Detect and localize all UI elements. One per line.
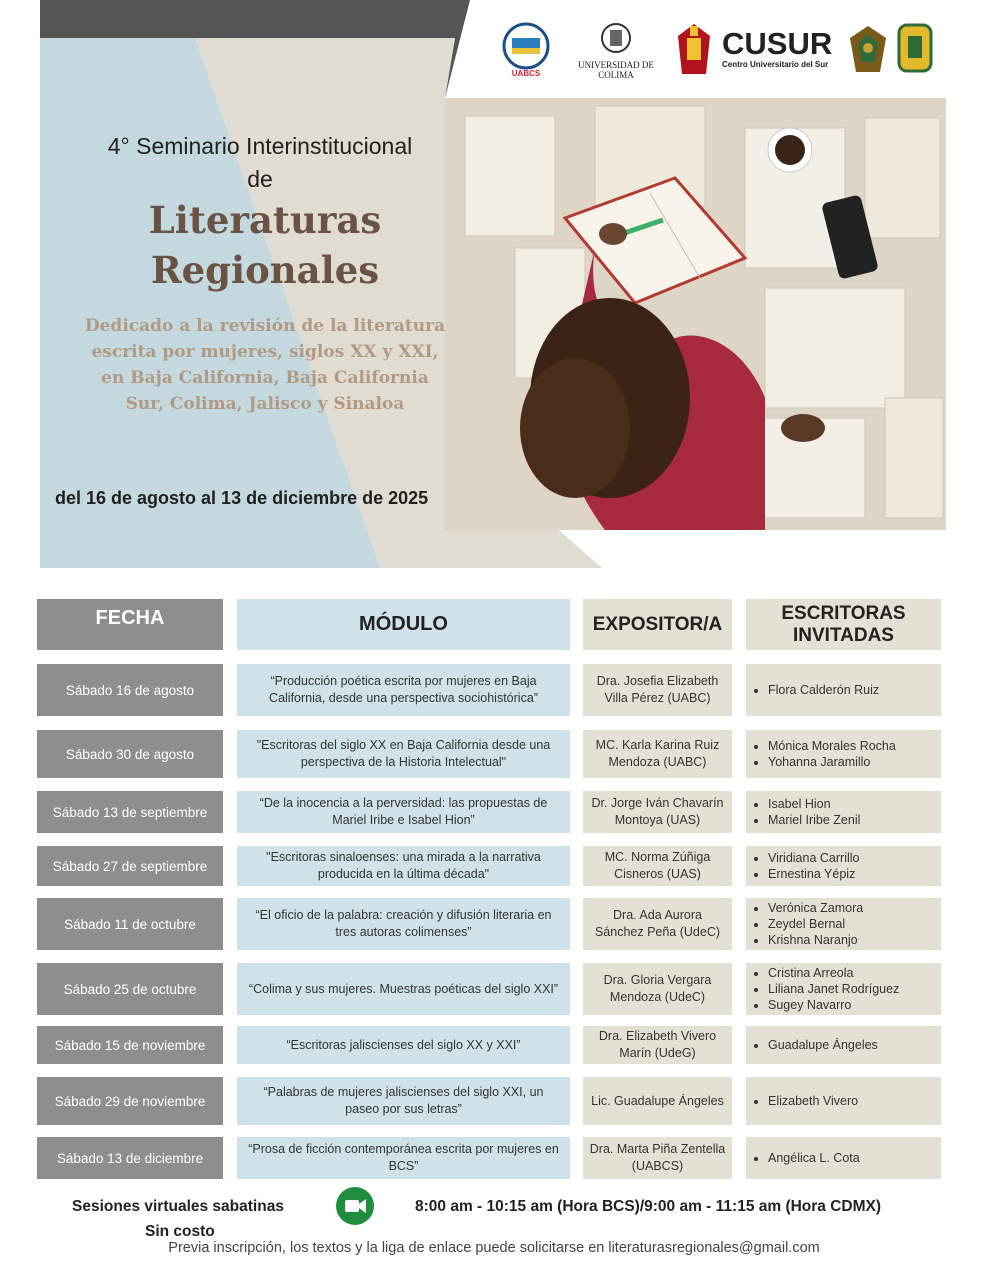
table-row-date: Sábado 27 de septiembre <box>37 846 223 886</box>
table-row-module: “Escritoras jaliscienses del siglo XX y XXI” <box>237 1026 570 1064</box>
table-row-module: “Prosa de ficción contemporánea escrita por mujeres en BCS” <box>237 1137 570 1179</box>
institution-logos <box>500 22 950 84</box>
table-row-speaker: Dr. Jorge Iván Chavarín Montoya (UAS) <box>583 791 732 833</box>
writer-item: • Yohanna Jaramillo <box>768 754 896 770</box>
table-row-date: Sábado 15 de noviembre <box>37 1026 223 1064</box>
writer-item: • Isabel Hion <box>768 796 860 812</box>
cusur-logo-subtext: Centro Universitario del Sur <box>722 60 829 69</box>
main-title-line2: Regionales <box>150 248 380 292</box>
table-row-writers <box>746 664 941 716</box>
table-row-date: Sábado 25 de octubre <box>37 963 223 1015</box>
subtitle-line: escrita por mujeres, siglos XX y XXI, <box>91 342 439 362</box>
table-row-writers <box>746 791 941 833</box>
cusur-logo <box>722 28 840 69</box>
table-row-writers <box>746 963 941 1015</box>
table-row-module: "Escritoras sinaloenses: una mirada a la narrativa producida en la última década" <box>237 846 570 886</box>
table-row-speaker: Dra. Marta Piña Zentella (UABCS) <box>583 1137 732 1179</box>
column-header-expositor: EXPOSITOR/A <box>583 599 732 650</box>
writer-item: • Mariel Iribe Zenil <box>768 812 860 828</box>
table-row-date: Sábado 11 de octubre <box>37 898 223 950</box>
table-row-writers <box>746 1077 941 1125</box>
google-meet-icon <box>336 1187 374 1225</box>
table-row-date: Sábado 16 de agosto <box>37 664 223 716</box>
sessions-text: Sesiones virtuales sabatinas <box>72 1198 284 1215</box>
main-title <box>60 195 470 295</box>
writer-item: • Guadalupe Ángeles <box>768 1037 878 1053</box>
header-photo <box>445 98 946 530</box>
subtitle-line: en Baja California, Baja California <box>101 368 429 388</box>
header-banner <box>0 0 988 575</box>
writer-item: • Sugey Navarro <box>768 997 899 1013</box>
table-row-writers <box>746 730 941 778</box>
table-row-date: Sábado 30 de agosto <box>37 730 223 778</box>
subtitle <box>55 313 475 417</box>
subtitle-line: Sur, Colima, Jalisco y Sinaloa <box>125 394 405 414</box>
table-row-speaker: Dra. Josefia Elizabeth Villa Pérez (UABC) <box>583 664 732 716</box>
table-row-speaker: MC. Karla Karina Ruiz Mendoza (UABC) <box>583 730 732 778</box>
colima-crest-icon <box>599 22 633 54</box>
writer-item: • Krishna Naranjo <box>768 932 863 948</box>
registration-note: Previa inscripción, los textos y la liga de enlace puede solicitarse en literaturasregionales@gmail.com <box>168 1240 820 1256</box>
seminar-dates: del 16 de agosto al 13 de diciembre de 2025 <box>55 488 429 508</box>
column-header-escritoras: ESCRITORAS INVITADAS <box>746 599 941 650</box>
table-row-speaker: Dra. Gloria Vergara Mendoza (UdeC) <box>583 963 732 1015</box>
table-row-writers <box>746 1137 941 1179</box>
column-header-fecha: FECHA <box>37 599 223 650</box>
reading-woman-illustration <box>445 98 946 530</box>
cost-text: Sin costo <box>145 1223 215 1240</box>
table-row-speaker: Dra. Elizabeth Vivero Marín (UdeG) <box>583 1026 732 1064</box>
column-header-modulo: MÓDULO <box>237 599 570 650</box>
table-row-module: “El oficio de la palabra: creación y difusión literaria en tres autoras colimenses” <box>237 898 570 950</box>
writer-item: • Angélica L. Cota <box>768 1150 860 1166</box>
uabcs-logo <box>500 22 552 78</box>
table-row-speaker: MC. Norma Zúñiga Cisneros (UAS) <box>583 846 732 886</box>
udeg-logo <box>676 22 712 76</box>
table-row-module: “Colima y sus mujeres. Muestras poéticas del siglo XXI” <box>237 963 570 1015</box>
table-row-writers <box>746 898 941 950</box>
table-row-module: "Escritoras del siglo XX en Baja California desde una perspectiva de la Historia Intelectual" <box>237 730 570 778</box>
table-row-module: “Palabras de mujeres jaliscienses del siglo XXI, un paseo por sus letras” <box>237 1077 570 1125</box>
table-row-writers <box>746 1026 941 1064</box>
table-row-date: Sábado 13 de diciembre <box>37 1137 223 1179</box>
table-row-date: Sábado 29 de noviembre <box>37 1077 223 1125</box>
svg-text:UABCS: UABCS <box>511 69 541 78</box>
writer-item: • Elizabeth Vivero <box>768 1093 858 1109</box>
writer-item: • Mónica Morales Rocha <box>768 738 896 754</box>
writer-item: • Zeydel Bernal <box>768 916 863 932</box>
subtitle-line: Dedicado a la revisión de la literatura <box>84 316 446 336</box>
table-row-module: “Producción poética escrita por mujeres en Baja California, desde una perspectiva sociohistórica” <box>237 664 570 716</box>
writer-item: • Cristina Arreola <box>768 965 899 981</box>
cusur-logo-text: CUSUR <box>722 26 833 61</box>
table-row-writers <box>746 846 941 886</box>
universidad-de-colima-logo <box>562 22 670 80</box>
colima-logo-text: UNIVERSIDAD DE COLIMA <box>578 60 654 80</box>
writer-item: • Flora Calderón Ruiz <box>768 682 879 698</box>
eagle-crest-logo <box>848 22 888 76</box>
table-row-module: “De la inocencia a la perversidad: las propuestas de Mariel Iribe e Isabel Hion” <box>237 791 570 833</box>
table-row-date: Sábado 13 de septiembre <box>37 791 223 833</box>
uas-crest-logo <box>896 22 934 76</box>
seminar-title: 4° Seminario Interinstitucional <box>107 133 413 159</box>
table-row-speaker: Dra. Ada Aurora Sánchez Peña (UdeC) <box>583 898 732 950</box>
writer-item: • Ernestina Yépiz <box>768 866 859 882</box>
seminar-title-connector: de <box>247 166 273 192</box>
schedule-text: 8:00 am - 10:15 am (Hora BCS)/9:00 am - 11:15 am (Hora CDMX) <box>415 1198 882 1215</box>
writer-item: • Verónica Zamora <box>768 900 863 916</box>
main-title-line1: Literaturas <box>148 198 382 242</box>
writer-item: • Liliana Janet Rodríguez <box>768 981 899 997</box>
table-row-speaker: Lic. Guadalupe Ángeles <box>583 1077 732 1125</box>
writer-item: • Viridiana Carrillo <box>768 850 859 866</box>
